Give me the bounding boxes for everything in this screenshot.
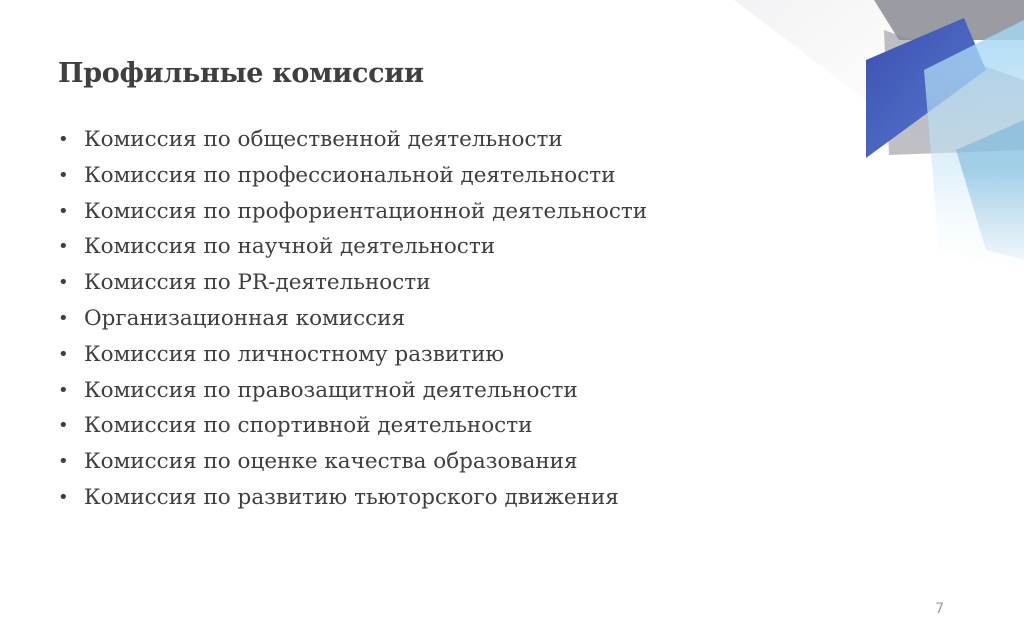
list-item — [58, 265, 647, 301]
list-item — [58, 158, 647, 194]
slide-title: Профильные комиссии — [58, 58, 424, 89]
list-item-text: Организационная комиссия — [84, 305, 406, 331]
bullet-dot-icon: • — [58, 343, 69, 365]
bullet-dot-icon: • — [58, 486, 69, 508]
list-item — [58, 301, 647, 337]
list-item-text: Комиссия по PR-деятельности — [84, 270, 431, 296]
bullet-dot-icon: • — [58, 236, 69, 258]
bullet-dot-icon: • — [58, 129, 69, 150]
deco-bottom-fade — [724, 170, 1024, 280]
committee-list — [58, 122, 647, 516]
list-item-text: Комиссия по оценке качества образования — [84, 449, 578, 475]
list-item — [58, 337, 647, 373]
bullet-dot-icon: • — [58, 164, 69, 186]
list-item — [58, 194, 647, 230]
page-number: 7 — [935, 601, 944, 617]
list-item — [58, 408, 647, 444]
list-item — [58, 229, 647, 265]
list-item — [58, 480, 647, 516]
bullet-dot-icon: • — [58, 415, 69, 437]
bullet-dot-icon: • — [58, 451, 69, 473]
list-item-text: Комиссия по профориентационной деятельности — [84, 198, 648, 224]
list-item-text: Комиссия по научной деятельности — [84, 234, 496, 260]
decorative-corner-graphic — [724, 0, 1024, 280]
bullet-dot-icon: • — [58, 200, 69, 222]
list-item — [58, 444, 647, 480]
list-item-text: Комиссия по общественной деятельности — [84, 127, 563, 152]
list-item-text: Комиссия по профессиональной деятельности — [84, 162, 616, 188]
list-item-text: Комиссия по спортивной деятельности — [84, 413, 533, 439]
list-item-text: Комиссия по личностному развитию — [84, 341, 505, 367]
list-item-text: Комиссия по развитию тьюторского движения — [84, 484, 619, 510]
bullet-dot-icon: • — [58, 379, 69, 401]
bullet-dot-icon: • — [58, 272, 69, 294]
list-item — [58, 373, 647, 409]
bullet-dot-icon: • — [58, 307, 69, 329]
list-item-text: Комиссия по правозащитной деятельности — [84, 377, 578, 403]
list-item — [58, 122, 647, 158]
